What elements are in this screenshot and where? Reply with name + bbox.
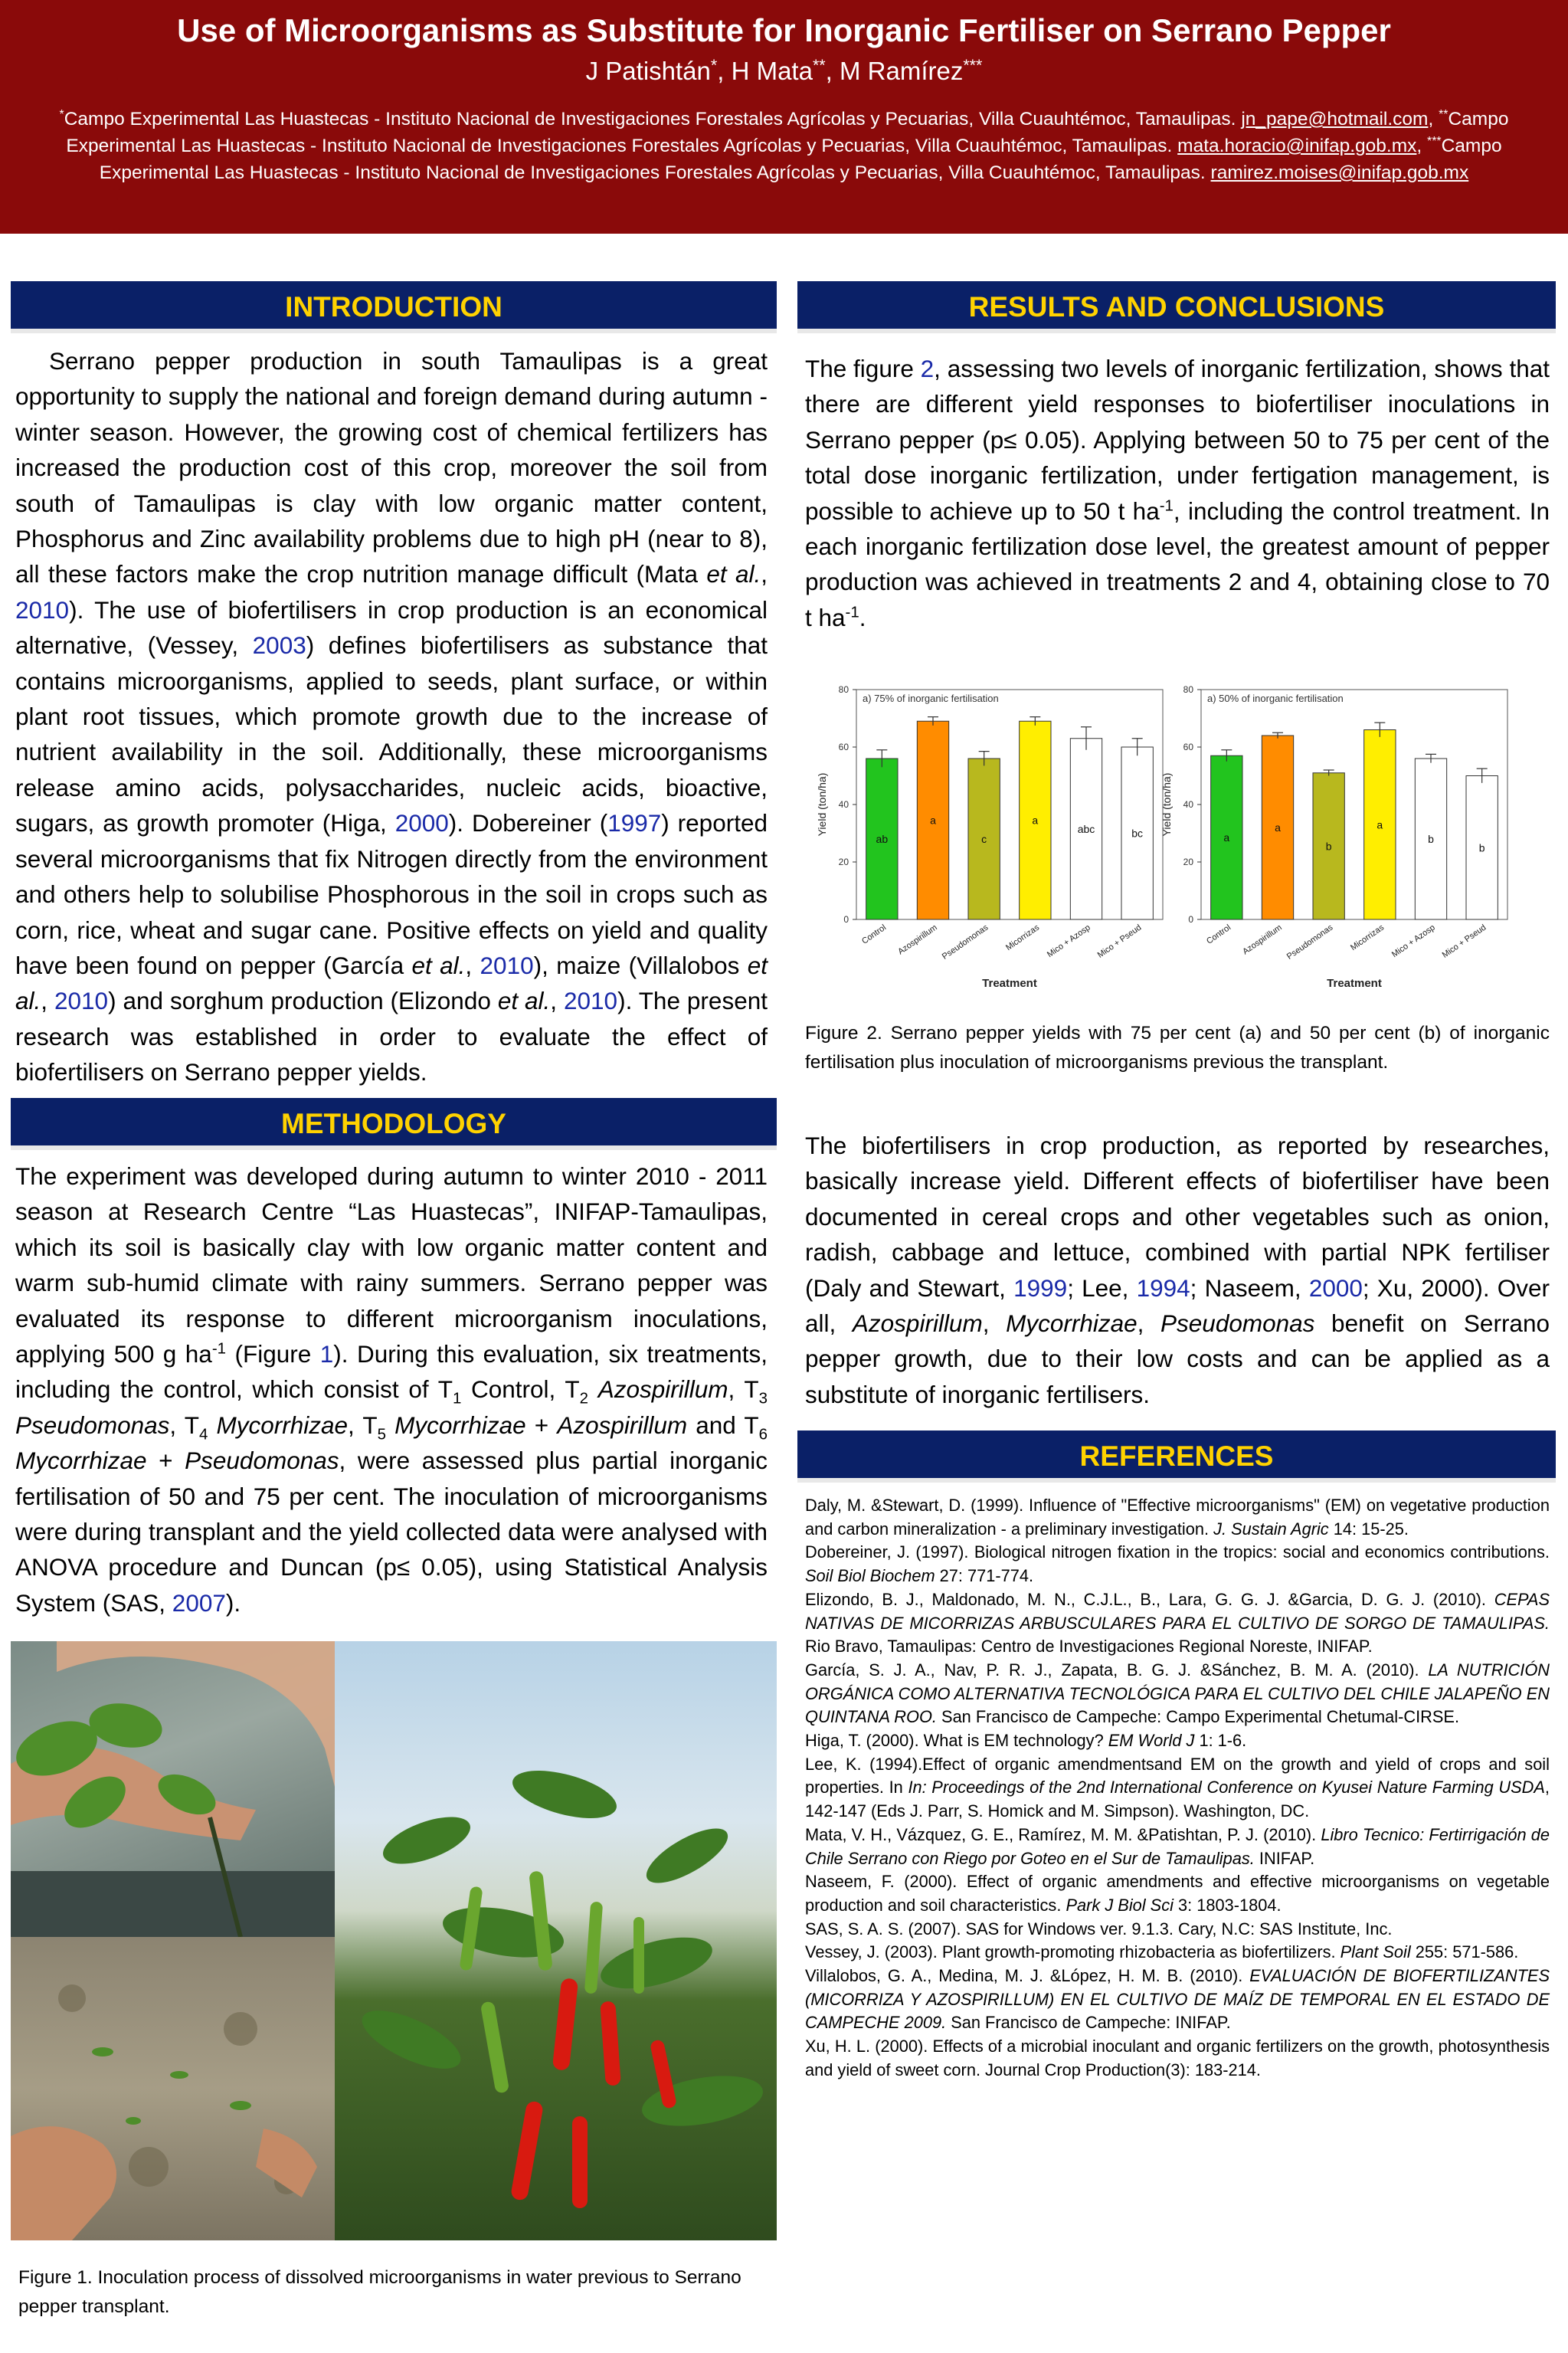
reference-text: 255: 571-586.	[1410, 1942, 1519, 1962]
poster-title: Use of Microorganisms as Substitute for Inorganic Fertiliser on Serrano Pepper	[177, 12, 1391, 48]
text-run	[588, 1375, 598, 1403]
text-run: +	[525, 1411, 558, 1439]
text-run: (Figure	[226, 1340, 320, 1368]
citation-link[interactable]: 1994	[1136, 1273, 1190, 1302]
superscript: -1	[845, 603, 859, 621]
reference-source: EVALUACIÓN DE BIOFERTILIZANTES (MICORRIZA Y AZOSPIRILLUM) EN EL CULTIVO DE MAÍZ DE TEMPORAL EN EL ESTADO DE CAMPECHE 2009.	[805, 1966, 1550, 2033]
x-tick-label: Mico + Azosp	[1390, 923, 1437, 960]
reference-item	[805, 2035, 1550, 2082]
photo-inoculation-hand	[11, 1641, 335, 1937]
reference-item	[805, 1541, 1550, 1588]
citation-link[interactable]: 2010	[480, 951, 534, 979]
soil-illustration	[11, 1937, 335, 2240]
methodology-text	[15, 1158, 768, 1621]
y-tick-label: 20	[1183, 857, 1193, 867]
text-run: Mycorrhizae	[1006, 1309, 1138, 1338]
chart-title: a) 75% of inorganic fertilisation	[863, 693, 999, 704]
email-link[interactable]: jn_pape@hotmail.com	[1241, 109, 1429, 129]
introduction-heading: INTRODUCTION	[11, 281, 777, 333]
author-name: M Ramírez	[839, 57, 964, 85]
superscript: -1	[1159, 496, 1174, 515]
reference-text: Daly, M. &Stewart, D. (1999). Influence of "Effective microorganisms" (EM) on vegetative production and carbon mineralization - a preliminary investigation.	[805, 1496, 1550, 1539]
reference-item	[805, 1729, 1550, 1753]
affiliation-text: Campo Experimental Las Huastecas - Instituto Nacional de Investigaciones Forestales Agrícolas y Pecuarias, Villa Cuauhtémoc, Tamaulipas.	[64, 109, 1236, 129]
reference-text: Villalobos, G. A., Medina, M. J. &López, H. M. B. (2010).	[805, 1966, 1250, 1986]
reference-source: J. Sustain Agric	[1213, 1519, 1329, 1539]
photo-serrano-plant	[335, 1641, 777, 2240]
y-tick-label: 80	[838, 684, 849, 695]
y-axis-label: Yield (ton/ha)	[1160, 772, 1173, 837]
y-tick-label: 20	[838, 857, 849, 867]
text-run: et al.	[15, 951, 768, 1015]
reference-source: EM World J	[1108, 1731, 1195, 1751]
x-tick-label: Azospirillum	[896, 923, 939, 957]
reference-text: Lee, K. (1994).Effect of organic amendmentsand EM on the growth and yield of crops and soil properties. In	[805, 1754, 1550, 1798]
x-tick-label: Mico + Azosp	[1045, 923, 1092, 960]
reference-item	[805, 1965, 1550, 2035]
figure2-caption: Figure 2. Serrano pepper yields with 75 per cent (a) and 50 per cent (b) of inorganic fertilisation plus inoculation of microorganisms previous the transplant.	[805, 1023, 1550, 1073]
pepper-plant-illustration	[335, 1641, 777, 2240]
y-tick-label: 80	[1183, 684, 1193, 695]
text-run: ,	[982, 1309, 1007, 1338]
reference-text: San Francisco de Campeche: Campo Experimental Chetumal-CIRSE.	[936, 1707, 1460, 1727]
x-tick-label: Pseudomonas	[1285, 923, 1335, 962]
separator: ,	[825, 57, 840, 85]
bar-chart-75	[812, 674, 1164, 996]
x-tick-label: Mico + Pseud	[1440, 923, 1488, 960]
reference-text: Elizondo, B. J., Maldonado, M. N., C.J.L., B., Lara, G. G. J. &Garcia, D. G. J. (2010).	[805, 1589, 1494, 1609]
reference-text: , 142-147 (Eds J. Parr, S. Homick and M. Simpson). Washington, DC.	[805, 1778, 1550, 1821]
text-run: ).	[225, 1588, 241, 1617]
text-run: et al.	[411, 951, 466, 979]
reference-text: 3: 1803-1804.	[1173, 1895, 1282, 1915]
reference-item	[805, 1753, 1550, 1824]
figure-link[interactable]: 2	[920, 355, 935, 382]
citation-link[interactable]: 2010	[54, 987, 109, 1015]
introduction-text: Serrano pepper production in south Tamaulipas is a great opportunity to supply the national and foreign demand during autumn - winter season. However, the growing cost of chemical fertilizers has increased the production cost of this crop, moreover the soil from south of Tamaulipas is clay with low organic matter content, Phosphorus and Zinc availability problems due to high pH (near to 8), all these factors make the crop nutrition manage difficult (Mata et al., 2010). The use of biofertilisers in crop production is an economical alternative, (Vessey, 2003) defines biofertilisers as substance that contains microorganisms, applied to seeds, plant surface, or within plant root tissues, which promote growth due to the increase of nutrient availability in the soil. Additionally, these microorganisms release amino acids, polysaccharides, nucleic acids, bioactive, sugars, as growth promoter (Higa, 2000). Dobereiner (1997) reported several microorganisms that fix Nitrogen directly from the environment and others help to solubilise Phosphorous in the soil in crops such as corn, rice, wheat and sugar cane. Positive effects on yield and quality have been found on pepper (García et al., 2010), maize (Villalobos et al., 2010) and sorghum production (Elizondo et al., 2010). The present research was established in order to evaluate the effect of biofertilisers on Serrano pepper yields.	[15, 347, 768, 1086]
text-run: ) and sorghum production (Elizondo	[108, 987, 498, 1015]
figure1-caption: Figure 1. Inoculation process of dissolved microorganisms in water previous to Serrano pepper transplant.	[18, 2267, 741, 2317]
results-text	[805, 351, 1550, 635]
figure-link[interactable]: 1	[319, 1340, 334, 1368]
reference-source: In: Proceedings of the 2nd International Conference on Kyusei Nature Farming USDA	[908, 1778, 1545, 1798]
text-run: , were assessed plus partial inorganic fertilisation of 50 and 75 per cent. The inoculation of microorganisms were during transplant and the yield collected data were analysed with ANOVA procedure and Duncan (p≤ 0.05), using Statistical Analysis System (SAS,	[15, 1447, 768, 1617]
subscript: 1	[452, 1389, 462, 1408]
photo-transplant-soil	[11, 1937, 335, 2240]
significance-label: ab	[876, 833, 889, 845]
reference-text: Mata, V. H., Vázquez, G. E., Ramírez, M. M. &Patishtan, P. J. (2010).	[805, 1824, 1321, 1844]
subscript: 3	[758, 1389, 768, 1408]
text-run: ; Xu, 2000). Over all,	[805, 1273, 1550, 1338]
author-mark: *	[710, 56, 718, 74]
subscript: 4	[198, 1425, 208, 1444]
author-name: H Mata	[731, 57, 813, 85]
reference-item	[805, 1918, 1550, 1942]
y-tick-label: 0	[1188, 914, 1193, 925]
affiliation-text: Campo Experimental Las Huastecas - Instituto Nacional de Investigaciones Forestales Agrícolas y Pecuarias, Villa Cuauhtémoc, Tamaulipas.	[66, 109, 1509, 156]
author-mark: ***	[963, 56, 983, 74]
text-run: , assessing two levels of inorganic fertilization, shows that there are different yield responses to biofertiliser inoculations in Serrano pepper (p≤ 0.05). Applying between 50 to 75 per cent of the total dose inorganic fertilization, under fertigation management, is possible to achieve up to 50 t ha	[805, 355, 1550, 525]
text-run: Azospirillum	[852, 1309, 983, 1338]
x-tick-label: Control	[860, 923, 889, 946]
reference-source: CEPAS NATIVAS DE MICORRIZAS ARBUSCULARES PARA EL CULTIVO DE SORGO DE TAMAULIPAS.	[805, 1589, 1550, 1633]
y-axis-label: Yield (ton/ha)	[816, 772, 828, 837]
reference-text: Higa, T. (2000). What is EM technology?	[805, 1731, 1108, 1751]
text-run: and T	[687, 1411, 759, 1439]
significance-label: b	[1325, 840, 1332, 853]
y-tick-label: 60	[1183, 742, 1193, 752]
text-run: benefit on Serrano pepper growth, due to their low costs and can be applied as a substitute of inorganic fertilisers.	[805, 1309, 1550, 1408]
x-tick-label: Micorrizas	[1349, 923, 1386, 953]
text-run: et al.	[497, 987, 551, 1015]
text-run: Mycorrhizae	[15, 1447, 147, 1475]
plot-frame	[1201, 690, 1507, 919]
significance-label: c	[981, 833, 987, 845]
text-run: The figure	[805, 355, 921, 382]
reference-text: García, S. J. A., Nav, P. R. J., Zapata, B. G. J. &Sánchez, B. M. A. (2010).	[805, 1660, 1429, 1680]
significance-label: b	[1428, 833, 1434, 845]
hand-illustration	[11, 1641, 335, 1937]
text-run: Azospirillum	[557, 1411, 688, 1439]
significance-label: a	[1032, 814, 1039, 827]
methodology-heading: METHODOLOGY	[11, 1098, 777, 1150]
text-run: et al.	[706, 560, 761, 588]
text-run: ,	[1137, 1309, 1161, 1338]
text-run: , T	[169, 1411, 199, 1439]
references-list	[805, 1494, 1550, 2083]
author-name: J Patishtán	[585, 57, 711, 85]
superscript: -1	[211, 1339, 227, 1358]
text-run: ). The use of biofertilisers in crop production is an economical alternative, (Vessey,	[15, 595, 768, 660]
text-run: ; Naseem,	[1190, 1273, 1309, 1302]
text-run: Serrano pepper production in south Tamaulipas is a great opportunity to supply the national and foreign demand during autumn - winter season. However, the growing cost of chemical fertilizers has increased the production cost of this crop, moreover the soil from south of Tamaulipas is clay with low organic matter content, Phosphorus and Zinc availability problems due to high pH (near to 8), all these factors make the crop nutrition manage difficult (Mata	[15, 347, 768, 588]
citation-link[interactable]: 2010	[564, 987, 618, 1015]
subscript: 5	[377, 1425, 386, 1444]
reference-text: SAS, S. A. S. (2007). SAS for Windows ver. 9.1.3. Cary, N.C: SAS Institute, Inc.	[805, 1919, 1393, 1938]
text-run: , including the control treatment. In each inorganic fertilization dose level, the greatest amount of pepper production was achieved in treatments 2 and 4, obtaining close to 70 t ha	[805, 496, 1550, 631]
significance-label: a	[930, 814, 936, 827]
text-run	[386, 1411, 394, 1439]
text-run	[208, 1411, 216, 1439]
text-run: ). During this evaluation, six treatments, including the control, which consist of T	[15, 1340, 768, 1404]
text-run: Pseudomonas	[185, 1447, 339, 1475]
y-tick-label: 0	[843, 914, 849, 925]
poster-header	[0, 0, 1568, 234]
subscript: 2	[579, 1389, 589, 1408]
separator: ,	[1428, 109, 1439, 129]
x-axis-label: Treatment	[982, 977, 1037, 990]
reference-source: Libro Tecnico: Fertirrigación de Chile Serrano con Riego por Goteo en el Sur de Tamaulipas.	[805, 1824, 1550, 1868]
reference-text: Rio Bravo, Tamaulipas: Centro de Investigaciones Regional Noreste, INIFAP.	[805, 1637, 1373, 1657]
text-run: ) defines biofertilisers as substance that contains microorganisms, applied to seeds, plant surface, or within plant root tissues, which promote growth due to the increase of nutrient availability in the soil. Additionally, these microorganisms release amino acids, polysaccharides, nucleic acids, bioactive, sugars, as growth promoter (Higa,	[15, 631, 768, 837]
subscript: 6	[758, 1425, 768, 1444]
conclusions-text	[805, 1128, 1550, 1412]
separator: ,	[717, 57, 732, 85]
reference-item	[805, 1659, 1550, 1729]
text-run: Pseudomonas	[15, 1411, 170, 1439]
chart-title: a) 50% of inorganic fertilisation	[1207, 693, 1344, 704]
text-run: The experiment was developed during autumn to winter 2010 - 2011 season at Research Centre “Las Huastecas”, INIFAP-Tamaulipas, which its soil is basically clay with low organic matter content and warm sub-humid climate with rainy summers. Serrano pepper was evaluated its response to different microorganism inoculations, applying 500 g ha	[15, 1162, 768, 1368]
reference-text: 14: 15-25.	[1328, 1519, 1409, 1539]
text-run: Pseudomonas	[1160, 1309, 1315, 1338]
author-mark: **	[812, 56, 826, 74]
reference-text: Dobereiner, J. (1997). Biological nitrogen fixation in the tropics: social and economics contributions.	[805, 1542, 1550, 1562]
reference-item	[805, 1824, 1550, 1870]
text-run: The biofertilisers in crop production, as reported by researches, basically increase yield. Different effects of biofertiliser have been documented in cereal crops and other vegetables such as onion, radish, cabbage and lettuce, combined with partial NPK fertiliser (Daly and Stewart,	[805, 1132, 1550, 1302]
separator: ,	[1416, 136, 1428, 156]
text-run: , T	[728, 1375, 759, 1404]
text-run: +	[146, 1447, 185, 1475]
text-run: ) reported several microorganisms that fix Nitrogen directly from the environment and others help to solubilise Phosphorous in the soil in crops such as corn, rice, wheat and sugar cane. Positive effects on yield and quality have been found on pepper (García	[15, 809, 768, 979]
reference-source: Soil Biol Biochem	[805, 1566, 935, 1586]
text-run: Control, T	[461, 1375, 580, 1404]
text-run: ). Dobereiner (	[448, 809, 608, 837]
reference-source: LA NUTRICIÓN ORGÁNICA COMO ALTERNATIVA TECNOLÓGICA PARA EL CULTIVO DEL CHILE JALAPEÑO EN QUINTANA ROO.	[805, 1660, 1550, 1727]
reference-text: Xu, H. L. (2000). Effects of a microbial inoculant and organic fertilizers on the growth, photosynthesis and yield of sweet corn. Journal Crop Production(3): 183-214.	[805, 2037, 1550, 2079]
reference-item	[805, 1941, 1550, 1965]
reference-text: 1: 1-6.	[1194, 1731, 1247, 1751]
y-tick-label: 40	[1183, 799, 1193, 810]
reference-source: Park J Biol Sci	[1066, 1895, 1174, 1915]
citation-link[interactable]: 2003	[252, 631, 306, 660]
references-heading: REFERENCES	[797, 1430, 1556, 1483]
plot-frame	[856, 690, 1163, 919]
x-tick-label: Mico + Pseud	[1095, 923, 1144, 960]
citation-link[interactable]: 2007	[172, 1588, 226, 1617]
results-heading: RESULTS AND CONCLUSIONS	[797, 281, 1556, 333]
significance-label: a	[1275, 821, 1281, 834]
significance-label: a	[1223, 831, 1230, 844]
reference-item	[805, 1870, 1550, 1917]
x-tick-label: Micorrizas	[1004, 923, 1042, 953]
significance-label: bc	[1131, 827, 1144, 840]
text-run: ; Lee,	[1067, 1273, 1137, 1302]
x-tick-label: Control	[1205, 923, 1233, 946]
text-run: Azospirillum	[597, 1375, 728, 1404]
affiliation-mark: *	[59, 107, 64, 121]
significance-label: a	[1377, 818, 1383, 831]
y-tick-label: 40	[838, 799, 849, 810]
significance-label: abc	[1077, 822, 1095, 835]
text-run: .	[859, 603, 866, 631]
email-link[interactable]: ramirez.moises@inifap.gob.mx	[1210, 162, 1469, 183]
affiliations	[14, 106, 1554, 186]
text-run: Mycorrhizae	[216, 1411, 349, 1439]
email-link[interactable]: mata.horacio@inifap.gob.mx	[1177, 136, 1417, 156]
reference-text: 27: 771-774.	[935, 1566, 1034, 1586]
y-tick-label: 60	[838, 742, 849, 752]
author-list	[0, 55, 1568, 87]
text-run: Mycorrhizae	[394, 1411, 526, 1439]
x-tick-label: Pseudomonas	[940, 923, 990, 962]
reference-source: Plant Soil	[1340, 1942, 1411, 1962]
significance-label: b	[1478, 841, 1485, 854]
affiliation-text: Campo Experimental Las Huastecas - Instituto Nacional de Investigaciones Forestales Agrícolas y Pecuarias, Villa Cuauhtémoc, Tamaulipas.	[99, 136, 1502, 183]
text-run: ). The present research was established in order to evaluate the effect of biofertilisers on Serrano pepper yields.	[15, 987, 768, 1086]
citation-link[interactable]: 2010	[15, 595, 70, 624]
bar-chart-50	[1157, 674, 1517, 996]
reference-item	[805, 1494, 1550, 1541]
x-axis-label: Treatment	[1327, 977, 1382, 990]
citation-link[interactable]: 1997	[607, 809, 662, 837]
citation-link[interactable]: 1999	[1013, 1273, 1068, 1302]
citation-link[interactable]: 2000	[1308, 1273, 1363, 1302]
reference-text: Vessey, J. (2003). Plant growth-promoting rhizobacteria as biofertilizers.	[805, 1942, 1340, 1962]
text-run: ), maize (Villalobos	[533, 951, 748, 979]
reference-item	[805, 1588, 1550, 1659]
citation-link[interactable]: 2000	[394, 809, 449, 837]
reference-text: INIFAP.	[1254, 1848, 1315, 1868]
reference-text: San Francisco de Campeche: INIFAP.	[946, 2013, 1231, 2033]
text-run: , T	[348, 1411, 378, 1439]
reference-text: Naseem, F. (2000). Effect of organic amendments and effective microorganisms on vegetable production and soil characteristics.	[805, 1872, 1550, 1915]
affiliation-mark: ***	[1427, 134, 1442, 148]
x-tick-label: Azospirillum	[1241, 923, 1284, 957]
affiliation-mark: **	[1439, 107, 1449, 121]
